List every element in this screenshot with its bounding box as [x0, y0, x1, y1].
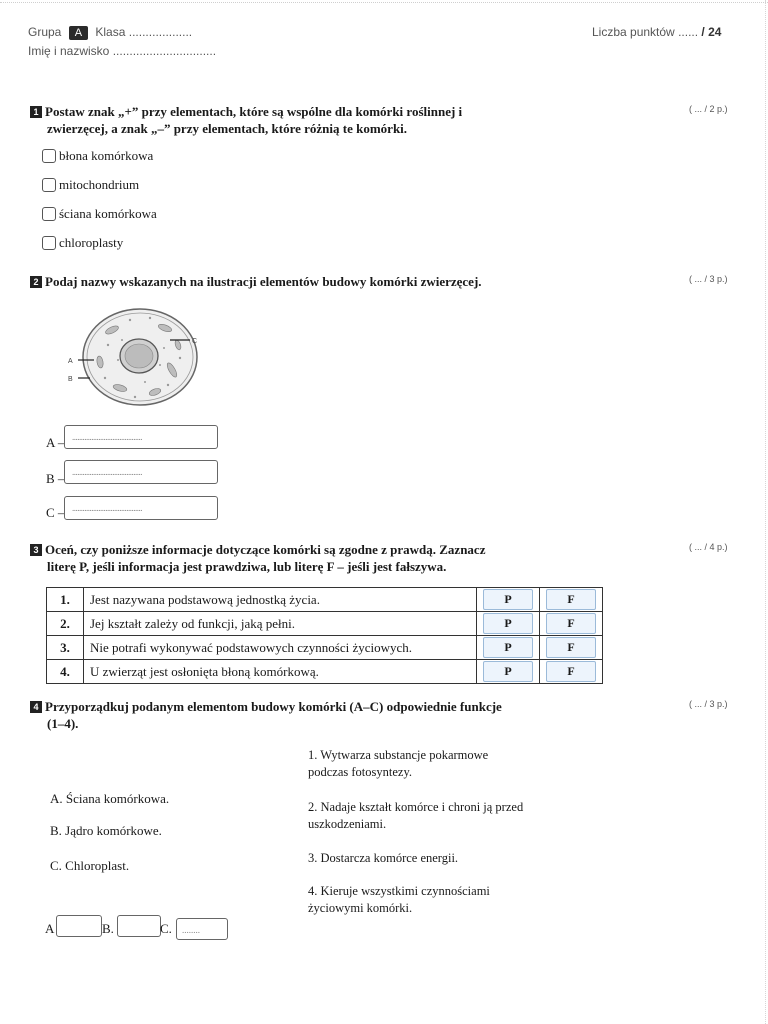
answer-dots-a: ........................................: [72, 432, 142, 442]
false-button[interactable]: F: [546, 613, 596, 634]
row-number: 4.: [47, 660, 84, 684]
function-text: 4. Kieruje wszystkimi czynnościami: [308, 884, 490, 898]
false-button[interactable]: F: [546, 661, 596, 682]
points-summary: [592, 25, 721, 39]
class-field[interactable]: ...................: [128, 25, 193, 39]
match-dots-c: ........: [182, 925, 200, 935]
right-dotted-border: [765, 0, 766, 1024]
element-c: C. Chloroplast.: [50, 858, 130, 873]
true-button[interactable]: P: [483, 637, 533, 658]
question-2-text: Podaj nazwy wskazanych na ilustracji elementów budowy komórki zwierzęcej.: [45, 274, 482, 289]
answer-label-b: B –: [46, 471, 65, 486]
question-number-badge: 4: [30, 701, 42, 713]
table-row: [47, 636, 603, 660]
question-3-points: ( ... / 4 p.): [689, 542, 728, 552]
function-4: [308, 883, 490, 917]
checkbox-item[interactable]: [42, 206, 157, 222]
element-a: A. Ściana komórkowa.: [50, 791, 170, 806]
checkbox-label: mitochondrium: [59, 177, 140, 192]
figure-label-c: C: [192, 338, 198, 345]
question-number-badge: 1: [30, 106, 42, 118]
statement: Jej kształt zależy od funkcji, jaką pełni.: [84, 612, 477, 636]
function-text: 3. Dostarcza komórce energii.: [308, 851, 459, 865]
row-number: 1.: [47, 588, 84, 612]
group-line: [28, 25, 192, 40]
question-2-points: ( ... / 3 p.): [689, 274, 728, 284]
question-1-points: ( ... / 2 p.): [689, 104, 728, 114]
function-text: podczas fotosyntezy.: [308, 765, 413, 779]
checkbox[interactable]: [42, 149, 56, 163]
true-button[interactable]: P: [483, 661, 533, 682]
function-text: życiowymi komórki.: [308, 901, 413, 915]
checkbox-label: ściana komórkowa: [59, 206, 157, 221]
false-button[interactable]: F: [546, 637, 596, 658]
question-1-text-line1: Postaw znak „+” przy elementach, które są wspólne dla komórki roślinnej i: [45, 104, 463, 119]
match-label-b: B.: [102, 921, 114, 936]
points-label: Liczba punktów: [592, 25, 675, 39]
question-3-text-line2: literę P, jeśli informacja jest prawdziwa, lub literę F – jeśli jest fałszywa.: [47, 559, 447, 574]
name-line: [28, 44, 216, 58]
statement: U zwierząt jest osłonięta błoną komórkową.: [84, 660, 477, 684]
statement: Jest nazywana podstawową jednostką życia.: [84, 588, 477, 612]
name-label: Imię i nazwisko: [28, 44, 110, 58]
points-field[interactable]: ......: [678, 25, 699, 39]
figure-label-a: A: [68, 358, 73, 365]
false-button[interactable]: F: [546, 589, 596, 610]
match-box-a[interactable]: [56, 915, 102, 937]
question-4-text-line2: (1–4).: [47, 716, 79, 731]
function-1: [308, 747, 488, 781]
question-4: [30, 698, 650, 732]
checkbox[interactable]: [42, 236, 56, 250]
top-dotted-border: [0, 2, 768, 3]
points-total: / 24: [701, 25, 722, 39]
question-4-points: ( ... / 3 p.): [689, 699, 728, 709]
answer-label-c: C –: [46, 505, 65, 520]
true-false-table: [46, 587, 603, 684]
element-b: B. Jądro komórkowe.: [50, 823, 162, 838]
animal-cell-illustration: [60, 300, 210, 415]
checkbox-item[interactable]: [42, 235, 123, 251]
checkbox-label: błona komórkowa: [59, 148, 154, 163]
question-number-badge: 3: [30, 544, 42, 556]
true-button[interactable]: P: [483, 589, 533, 610]
function-text: 2. Nadaje kształt komórce i chroni ją przed: [308, 800, 524, 814]
function-text: uszkodzeniami.: [308, 817, 387, 831]
question-2: [30, 273, 650, 290]
group-badge: A: [69, 26, 88, 40]
match-label-a: A: [45, 921, 55, 936]
question-3: [30, 541, 650, 575]
answer-label-a: A –: [46, 435, 65, 450]
answer-dots-b: ........................................: [72, 467, 142, 477]
checkbox[interactable]: [42, 178, 56, 192]
function-3: [308, 850, 458, 867]
match-box-b[interactable]: [117, 915, 161, 937]
name-field[interactable]: ...............................: [112, 44, 217, 58]
question-3-text-line1: Oceń, czy poniższe informacje dotyczące komórki są zgodne z prawdą. Zaznacz: [45, 542, 486, 557]
answer-dots-c: ........................................: [72, 503, 142, 513]
checkbox-item[interactable]: [42, 148, 153, 164]
figure-label-b: B: [68, 376, 73, 383]
function-text: 1. Wytwarza substancje pokarmowe: [308, 748, 489, 762]
class-label: Klasa: [95, 25, 126, 39]
question-number-badge: 2: [30, 276, 42, 288]
statement: Nie potrafi wykonywać podstawowych czynności życiowych.: [84, 636, 477, 660]
question-1: [30, 103, 650, 137]
table-row: [47, 660, 603, 684]
table-row: [47, 588, 603, 612]
checkbox[interactable]: [42, 207, 56, 221]
checkbox-label: chloroplasty: [59, 235, 124, 250]
group-label: Grupa: [28, 25, 62, 39]
row-number: 2.: [47, 612, 84, 636]
question-1-text-line2: zwierzęcej, a znak „–” przy elementach, które różnią te komórki.: [47, 121, 408, 136]
row-number: 3.: [47, 636, 84, 660]
function-2: [308, 799, 523, 833]
true-button[interactable]: P: [483, 613, 533, 634]
match-label-c: C.: [160, 921, 172, 936]
question-4-text-line1: Przyporządkuj podanym elementom budowy komórki (A–C) odpowiednie funkcje: [45, 699, 502, 714]
checkbox-item[interactable]: [42, 177, 139, 193]
table-row: [47, 612, 603, 636]
